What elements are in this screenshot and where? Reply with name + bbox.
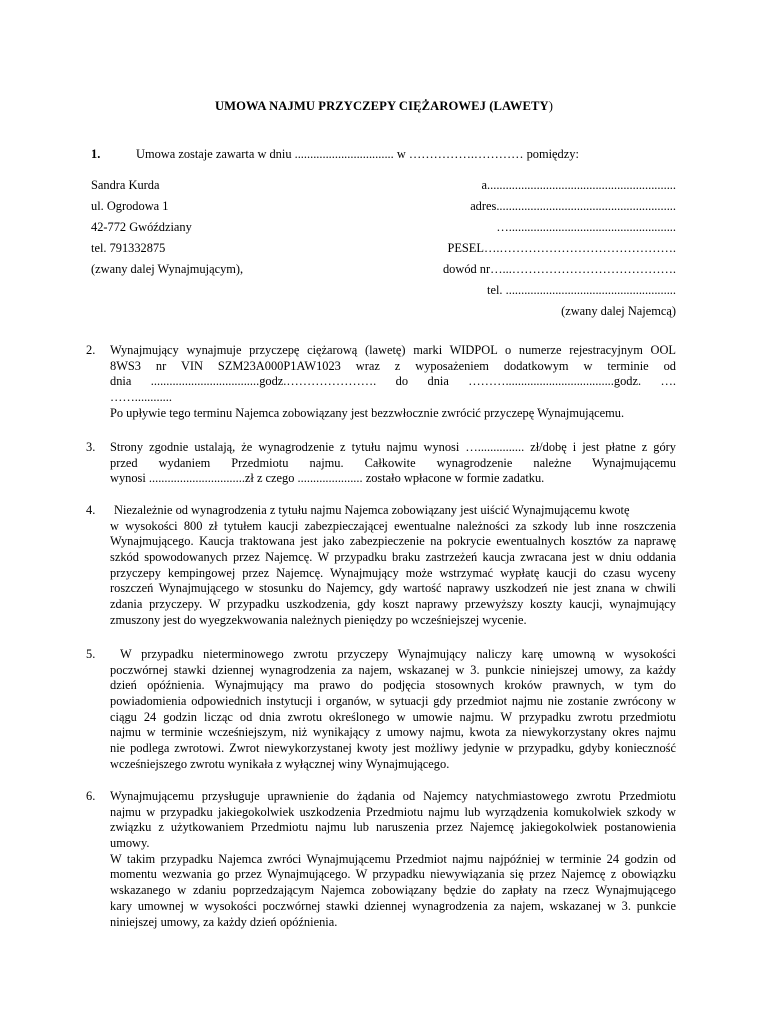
section2-line: dnia ...................................godz.…………………. do dnia ………...................................godz. …. — [110, 374, 676, 389]
section4-line: Niezależnie od wynagrodzenia z tytułu najmu Najemca zobowiązany jest uiścić Wynajmującemu kwotę — [114, 503, 630, 517]
section2-number: 2. — [86, 343, 96, 357]
section2-line: ……............ — [110, 390, 172, 405]
section4-line: przyczepy kempingowej przez Najemcę. Wynajmujący może wstrzymać wypłatę kaucji do czasu wyceny — [110, 565, 676, 580]
section3-line: przed wydaniem Przedmiotu najmu. Całkowite wynagrodzenie należne Wynajmującemu — [110, 455, 676, 470]
section4-line: zmuszony jest do wyegzekwowania należnych pieniędzy po wcześniejszej wycenie. — [110, 612, 527, 627]
section5-line: poczwórnej stawki dziennej wynagrodzenia za najem, wskazanej w 3. punkcie niniejszej umowy, za każdy — [110, 662, 676, 677]
lessee-name-field: a............................................................. — [481, 178, 676, 192]
section2-paragraph — [110, 343, 676, 421]
lessee-id-field: dowód nr…...…………………………………. — [442, 262, 676, 276]
section6-line: momentu wezwania go przez Wynajmującego. W przypadku niewywiązania się przez Najemcę z obowiązku — [110, 867, 676, 882]
section4-line: w wysokości 800 zł tytułem kaucji zabezpieczającej ewentualne należności za szkody lub inne roszczenia — [110, 518, 676, 533]
section6-line: związku z użytkowaniem Przedmiotu najmu lub naruszenia przez Najemcę jakiegokolwiek postanowienia — [110, 820, 676, 835]
section2-line: Po upływie tego terminu Najemca zobowiązany jest bezzwłocznie zwrócić przyczepę Wynajmującemu. — [110, 405, 625, 420]
lessee-role: (zwany dalej Najemcą) — [561, 304, 676, 318]
lessor-name: Sandra Kurda — [91, 178, 160, 192]
section5-number: 5. — [86, 647, 96, 661]
document-title — [0, 99, 768, 114]
section6-line: niniejszej umowy, za każdy dzień opóźnienia. — [110, 914, 338, 929]
section3-number: 3. — [86, 440, 96, 454]
title-paren: ) — [548, 99, 554, 113]
lessee-address-field: adres.......................................................... — [470, 199, 676, 213]
section4-line: Wynajmującego. Kaucja traktowana jest jako zabezpieczenie na pokrycie ewentualnych kosztów za naprawę — [110, 534, 676, 549]
section4-number: 4. — [86, 503, 96, 517]
lessee-address-line2-field: …...................................................... — [496, 220, 676, 234]
section3-paragraph — [110, 440, 676, 487]
section5-line: W przypadku nieterminowego zwrotu przyczepy Wynajmujący naliczy karę umowną w wysokości — [120, 647, 676, 661]
section5-line: dzień opóźnienia. Wynajmujący ma prawo do podjęcia stosownych kroków prawnych, w tym do — [110, 678, 676, 693]
section5-paragraph — [110, 647, 676, 773]
lessor-role: (zwany dalej Wynajmującym), — [91, 262, 244, 276]
section1-number: 1. — [91, 147, 101, 161]
section5-line: wcześniejszego zwrotu wynikała z wyłącznej winy Wynajmującego. — [110, 756, 450, 771]
lessor-street: ul. Ogrodowa 1 — [91, 199, 169, 213]
section5-line: powiadomienia odpowiednich instytucji i organów, w sytuacji gdy przedmiot najmu nie zostanie zwrócony w — [110, 694, 676, 709]
section6-line: najmu w przypadku jakiegokolwiek uszkodzenia Przedmiotu najmu lub wyrządzenia komukolwiek szkody w — [110, 804, 676, 819]
section3-line: wynosi ...............................zł z czego ..................... zostało wpłacone w formie zadatku. — [110, 471, 545, 486]
lessor-city: 42-772 Gwóździany — [91, 220, 192, 234]
section2-line: Wynajmujący wynajmuje przyczepę ciężarową (lawetę) marki WIDPOL o numerze rejestracyjnym OOL — [110, 343, 676, 357]
section6-line: Wynajmującemu przysługuje uprawnienie do żądania od Najemcy natychmiastowego zwrotu Przedmiotu — [110, 789, 676, 803]
section5-line: ciągu 24 godzin licząc od dnia zwrotu określonego w umowie najmu. W przypadku zwrotu przedmiotu — [110, 709, 676, 724]
section5-line: nie podlega zwrotowi. Zwrot niewykorzystanej kwoty jest możliwy jedynie w przypadku, gdyby konieczność — [110, 741, 676, 756]
section6-number: 6. — [86, 789, 96, 803]
section1-text: Umowa zostaje zawarta w dniu ................................ w …………….………… pomiędzy: — [136, 147, 579, 161]
section6-paragraph — [110, 789, 676, 930]
section4-line: roszczeń Wynajmującego w stosunku do Najemcy, gdy wartość naprawy uszkodzeń nie jest znana w chwili — [110, 581, 676, 596]
section5-line: najmu w terminie wcześniejszym, niż wynikający z umowy najmu, kwota za niewykorzystany okres najmu — [110, 725, 676, 740]
section2-line: 8WS3 nr VIN SZM23A000P1AW1023 wraz z wyposażeniem dodatkowym w terminie od — [110, 358, 676, 373]
section6-line: wskazanego w zdaniu poprzedzającym Najemca zobowiązany będzie do zapłaty na rzecz Wynajmującego — [110, 883, 676, 898]
lessor-phone: tel. 791332875 — [91, 241, 166, 255]
section6-line: kary umownej w wysokości poczwórnej stawki dziennej wynagrodzenia za najem, wskazanej w 3. punkcie — [110, 898, 676, 913]
section6-line: W takim przypadku Najemca zwróci Wynajmującemu Przedmiot najmu najpóźniej w terminie 24 godzin od — [110, 851, 676, 866]
lessee-pesel-field: PESEL….……………………………………. — [447, 241, 676, 255]
title-text: UMOWA NAJMU PRZYCZEPY CIĘŻAROWEJ (LAWETY — [214, 99, 549, 113]
lessee-phone-field: tel. ....................................................... — [487, 283, 676, 297]
section4-line: szkód spowodowanych przez Najemcę. W przypadku braku zastrzeżeń kaucja zwracana jest w dniu oddania — [110, 550, 676, 565]
section3-line: Strony zgodnie ustalają, że wynagrodzenie z tytułu najmu wynosi …............... zł/dobę i jest płatne z góry — [110, 440, 676, 454]
section4-line: zdania przyczepy. W przypadku uszkodzenia, gdy koszt naprawy przewyższy koszty kaucji, wynajmujący — [110, 597, 676, 612]
section4-paragraph — [110, 503, 676, 629]
section6-line: umowy. — [110, 836, 150, 851]
